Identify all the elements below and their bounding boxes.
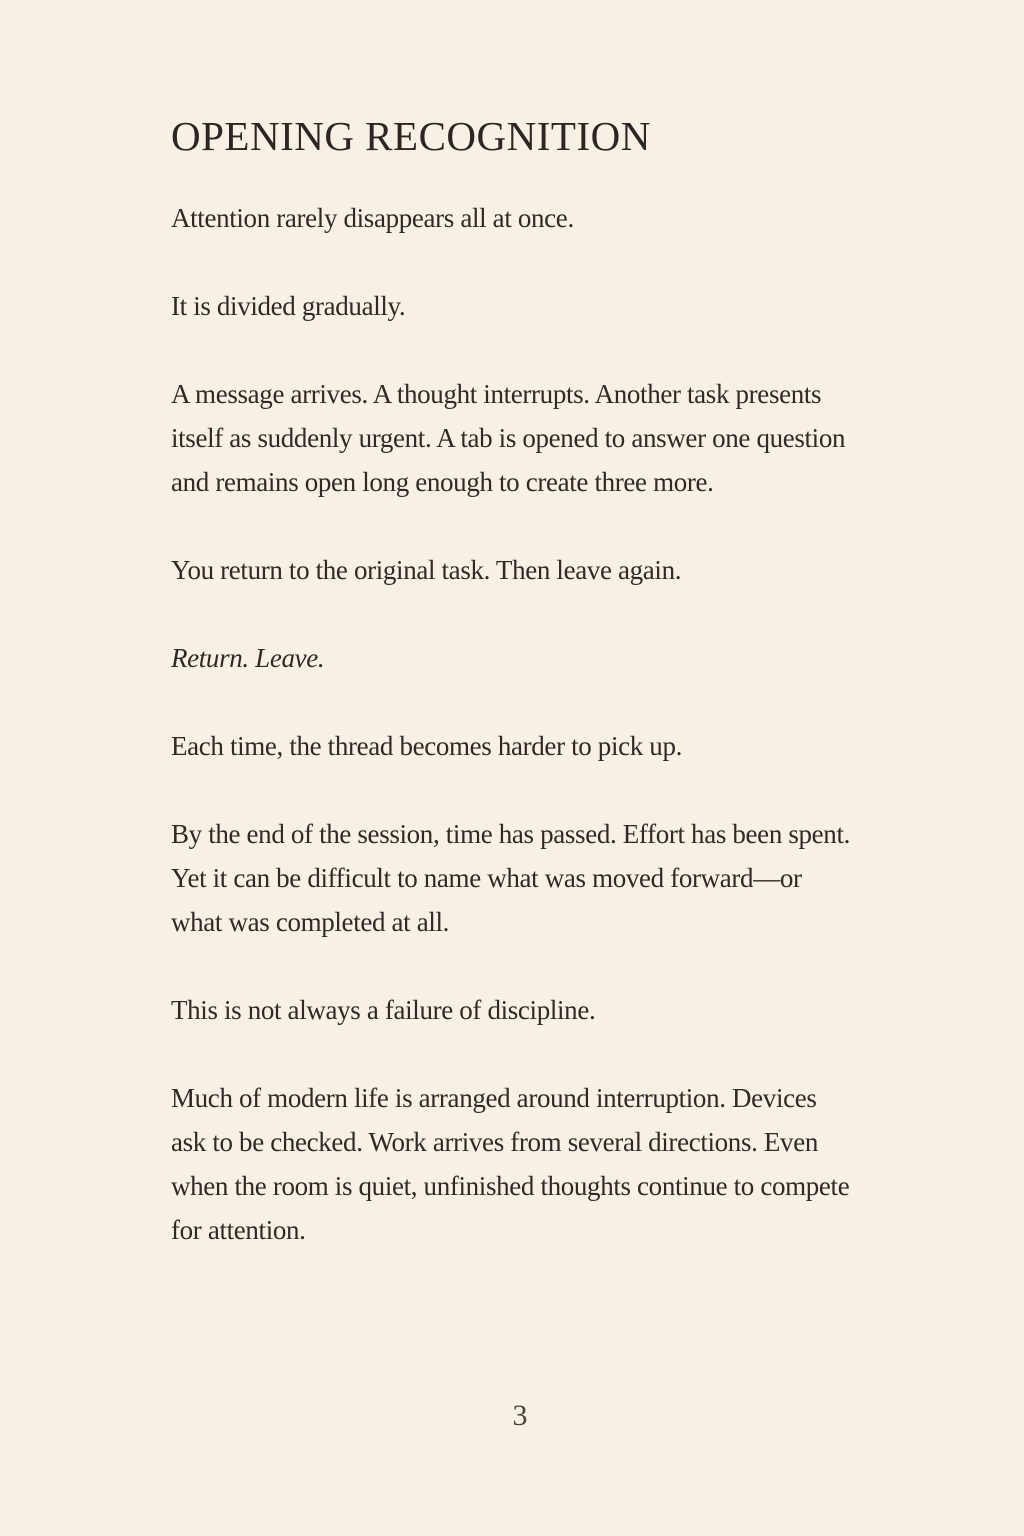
paragraph: Each time, the thread becomes harder to pick up. xyxy=(171,731,682,761)
paragraph: A message arrives. A thought interrupts. Another task presents itself as suddenly urgent. A tab is opened to answer one question and remains open long enough to create three more. xyxy=(171,379,846,497)
paragraph: By the end of the session, time has passed. Effort has been spent. Yet it can be difficult to name what was moved forward—or what was completed at all. xyxy=(171,819,851,937)
italic-paragraph: Return. Leave. xyxy=(171,643,325,673)
paragraph: Attention rarely disappears all at once. xyxy=(171,203,574,233)
chapter-title: OPENING RECOGNITION xyxy=(171,113,651,159)
page-number: 3 xyxy=(512,1399,528,1432)
paragraph: Much of modern life is arranged around interruption. Devices ask to be checked. Work arrives from several directions. Even when the room is quiet, unfinished thoughts continue to compete for attention. xyxy=(171,1083,850,1245)
paragraph: It is divided gradually. xyxy=(171,291,406,321)
paragraph: You return to the original task. Then leave again. xyxy=(171,555,682,585)
page-content xyxy=(171,110,851,1296)
paragraph: This is not always a failure of discipline. xyxy=(171,995,596,1025)
